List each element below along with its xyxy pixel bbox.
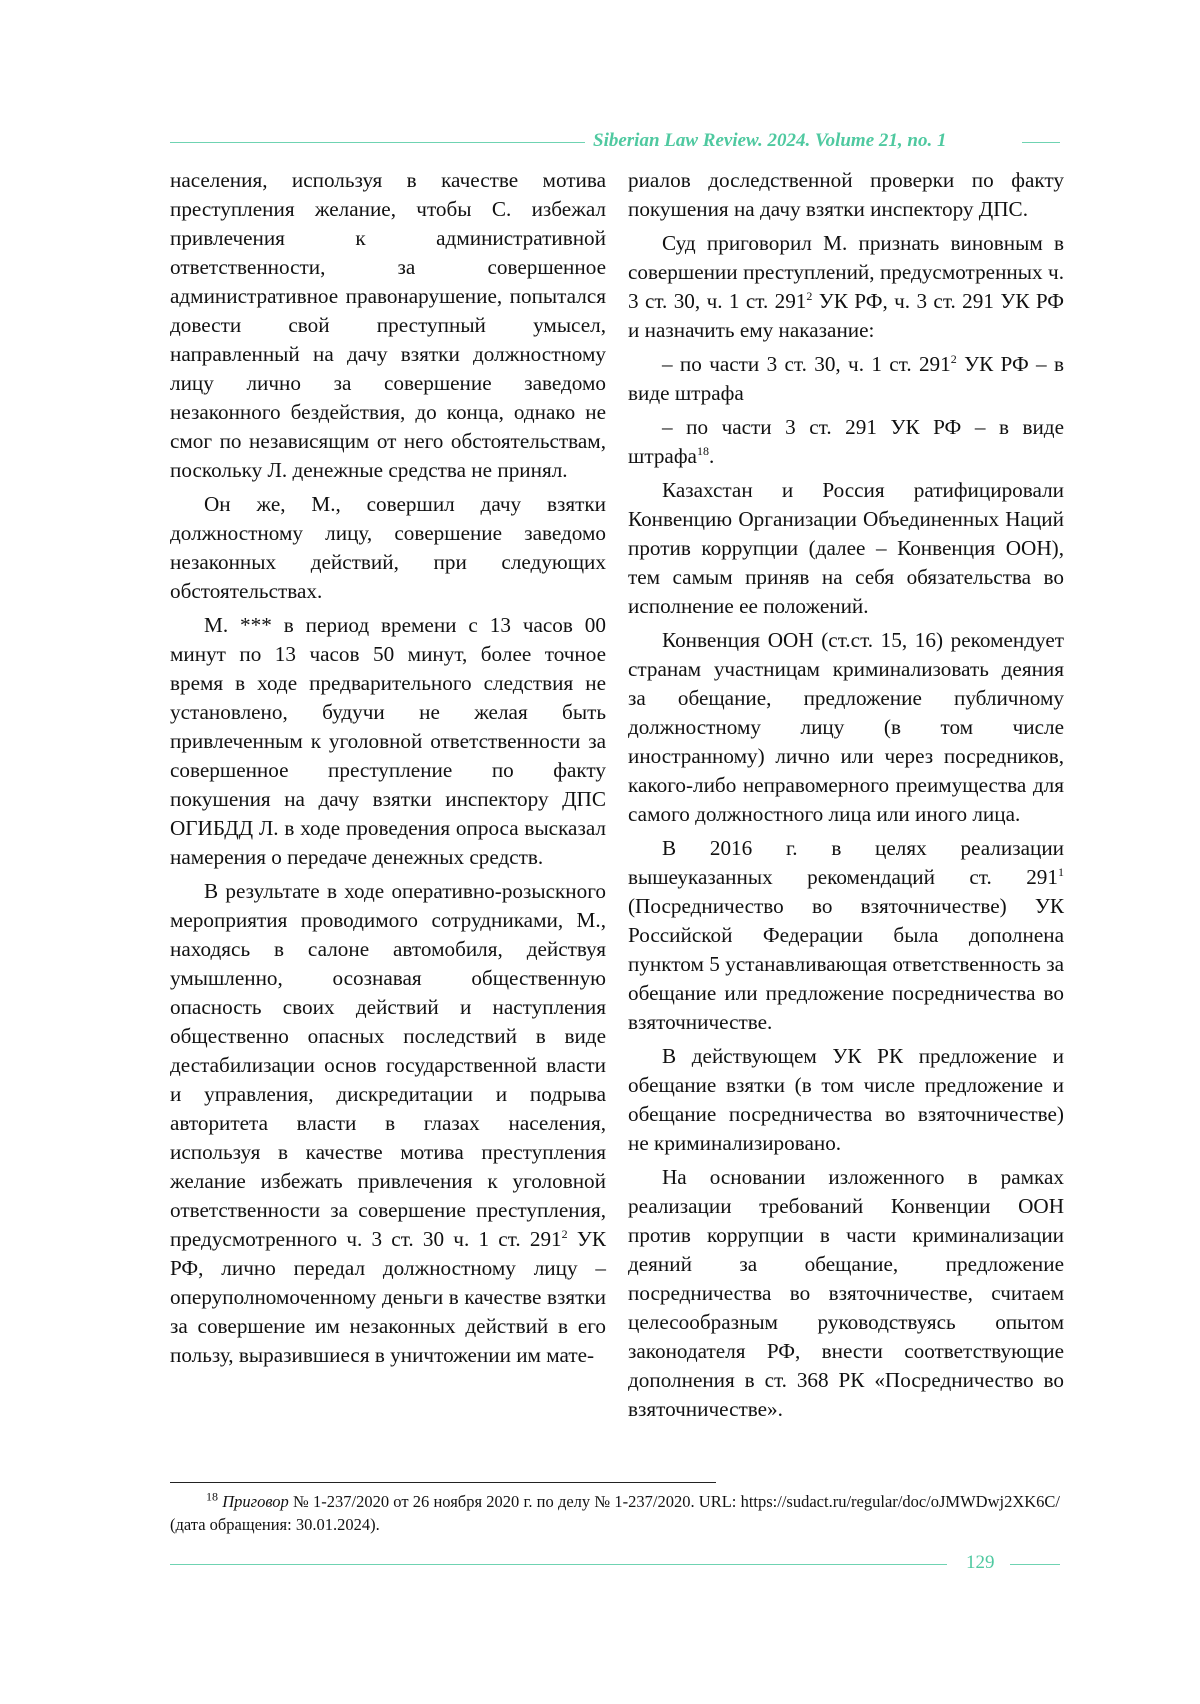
footer-rule-left (170, 1564, 947, 1565)
text-run: (Посредничество во взяточничестве) УК Российской Федерации была дополнена пунктом 5 устанавливающая ответственность за обещание или предложение посредничества во взяточничестве. (628, 894, 1064, 1034)
superscript: 2 (806, 288, 813, 303)
left-column (170, 166, 606, 1370)
text-run: Суд приговорил М. признать виновным в совершении преступлений, предусмотренных ч. 3 ст. 30, ч. 1 ст. 291 (628, 231, 1064, 313)
paragraph (170, 877, 606, 1370)
paragraph (628, 350, 1064, 408)
paragraph: На основании изложенного в рамках реализации требований Конвенции ООН против коррупции в части криминализации деяний за обещание, предложение посредничества во взяточничестве, считаем целесообразным руководствуясь опытом законодателя РФ, внести соответствующие дополнения в ст. 368 РК «Посредничество во взяточничестве». (628, 1165, 1064, 1421)
footnote-italic: Приговор (222, 1492, 289, 1511)
paragraph (628, 413, 1064, 471)
text-run: – по части 3 ст. 291 УК РФ – в виде штрафа (628, 415, 1064, 468)
text-run: УК РФ – в виде штрафа (628, 352, 1064, 405)
footnote-ref[interactable]: 18 (696, 443, 709, 458)
text-run: . (708, 444, 715, 468)
paragraph: В действующем УК РК предложение и обещание взятки (в том числе предложение и обещание посредничества во взяточничестве) не криминализировано. (628, 1044, 1064, 1155)
header-rule-right (1022, 142, 1060, 143)
paragraph (628, 229, 1064, 345)
header-rule-left (170, 142, 585, 143)
running-header (170, 130, 1060, 154)
superscript: 1 (1058, 864, 1064, 879)
text-run: УК РФ, лично передал должностному лицу – оперуполномоченному деньги в качестве взятки за совершение им незаконных действий в его пользу, выразившиеся в уничтожении им мате- (170, 1227, 606, 1367)
paragraph: населения, используя в качестве мотива преступления желание, чтобы С. избежал привлечения к административной ответственности, за совершенное административное правонарушение, попытался довести свой преступный умысел, направленный на дачу взятки должностному лицу лично за совершение заведомо незаконного бездействия, до конца, однако не смог по независящим от него обстоятельствам, поскольку Л. денежные средства не принял. (170, 168, 606, 482)
superscript: 2 (950, 351, 957, 366)
journal-title: Siberian Law Review. 2024. Volume 21, no. 1 (593, 130, 947, 151)
footnote (170, 1490, 1060, 1536)
running-footer (170, 1552, 1060, 1576)
paragraph: риалов доследственной проверки по факту покушения на дачу взятки инспектору ДПС. (628, 168, 1064, 221)
footnote-number: 18 (206, 1489, 218, 1504)
right-column (628, 166, 1064, 1424)
footnote-separator (170, 1482, 716, 1483)
text-run: УК РФ, ч. 3 ст. 291 УК РФ и назначить ему наказание: (628, 289, 1065, 342)
text-run: В 2016 г. в целях реализации вышеуказанных рекомендаций ст. 291 (628, 836, 1064, 889)
text-run: – по части 3 ст. 30, ч. 1 ст. 291 (662, 352, 951, 376)
paragraph (628, 834, 1064, 1037)
paragraph: Конвенция ООН (ст.ст. 15, 16) рекомендует странам участницам криминализовать деяния за обещание, предложение публичному должностному лицу (в том числе иностранному) лично или через посредников, какого-либо неправомерного преимущества для самого должностного лица или иного лица. (628, 628, 1064, 826)
paragraph: Казахстан и Россия ратифицировали Конвенцию Организации Объединенных Наций против коррупции (далее – Конвенция ООН), тем самым приняв на себя обязательства во исполнение ее положений. (628, 478, 1064, 618)
page-number: 129 (966, 1552, 995, 1573)
paragraph: М. *** в период времени с 13 часов 00 минут по 13 часов 50 минут, более точное время в ходе предварительного следствия не установлено, будучи не желая быть привлеченным к уголовной ответственности за совершенное преступление по факту покушения на дачу взятки инспектору ДПС ОГИБДД Л. в ходе проведения опроса высказал намерения о передаче денежных средств. (170, 613, 606, 869)
footer-rule-right (1010, 1564, 1060, 1565)
text-run: В результате в ходе оперативно-розыскного мероприятия проводимого сотрудниками, М., находясь в салоне автомобиля, действуя умышленно, осознавая общественную опасность своих действий и наступления общественно опасных последствий в виде дестабилизации основ государственной власти и управления, дискредитации и подрыва авторитета власти в глазах населения, используя в качестве мотива преступления желание избежать привлечения к уголовной ответственности за совершение преступления, предусмотренного ч. 3 ст. 30 ч. 1 ст. 291 (170, 879, 606, 1251)
paragraph: Он же, М., совершил дачу взятки должностному лицу, совершение заведомо незаконных действий, при следующих обстоятельствах. (170, 492, 606, 603)
superscript: 2 (561, 1226, 568, 1241)
footnote-text: № 1-237/2020 от 26 ноября 2020 г. по делу № 1-237/2020. URL: https://sudact.ru/regular/doc/oJMWDwj2XK6C/ (дата обращения: 30.01.2024). (170, 1492, 1061, 1534)
